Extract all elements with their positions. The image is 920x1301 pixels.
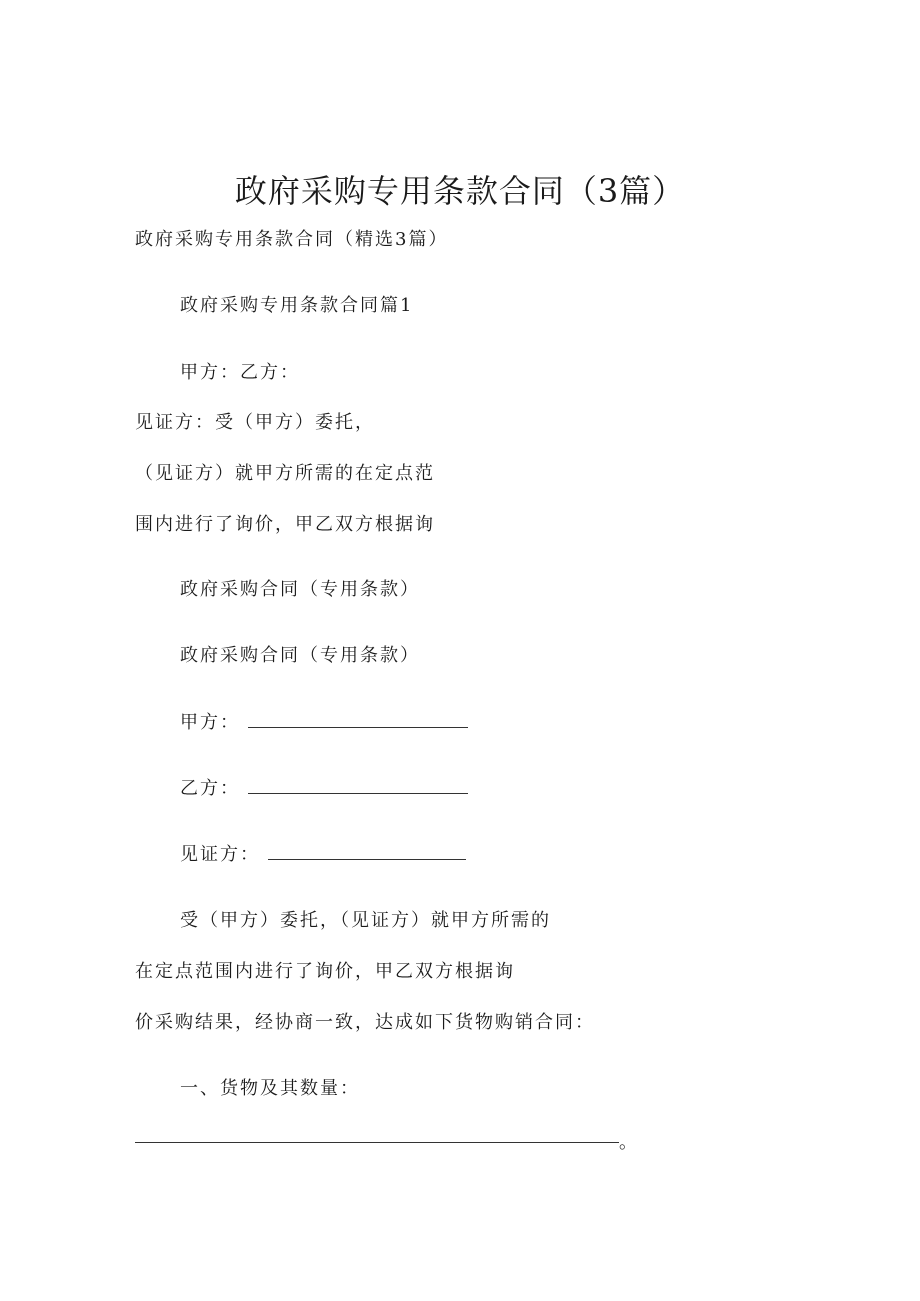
field-label: 乙方： (180, 778, 240, 799)
paragraph-line: 受（甲方）委托，（见证方）就甲方所需的 (180, 910, 551, 931)
body-line: 围内进行了询价，甲乙双方根据询 (135, 514, 435, 535)
field-label: 见证方： (180, 844, 260, 865)
contract-heading: 政府采购合同（专用条款） (180, 579, 420, 600)
party-a-field (180, 711, 468, 735)
body-line: 见证方：受（甲方）委托， (135, 412, 375, 433)
party-a-blank[interactable] (248, 713, 468, 728)
document-title: 政府采购专用条款合同（3篇） (234, 172, 686, 210)
witness-field (180, 843, 466, 867)
section-heading-1: 政府采购专用条款合同篇1 (180, 295, 414, 316)
witness-blank[interactable] (268, 845, 466, 860)
parties-line: 甲方：乙方： (180, 362, 300, 383)
body-line: （见证方）就甲方所需的在定点范 (135, 463, 435, 484)
party-b-field (180, 777, 468, 801)
contract-heading: 政府采购合同（专用条款） (180, 645, 420, 666)
paragraph-line: 在定点范围内进行了询价，甲乙双方根据询 (135, 961, 515, 982)
field-label: 甲方： (180, 712, 240, 733)
subtitle-line: 政府采购专用条款合同（精选3篇） (135, 229, 449, 250)
goods-section-heading: 一、货物及其数量： (180, 1078, 360, 1099)
end-mark: 。 (619, 1132, 637, 1153)
party-b-blank[interactable] (248, 779, 468, 794)
goods-blank[interactable] (135, 1142, 619, 1143)
paragraph-line: 价采购结果，经协商一致，达成如下货物购销合同： (135, 1012, 595, 1033)
